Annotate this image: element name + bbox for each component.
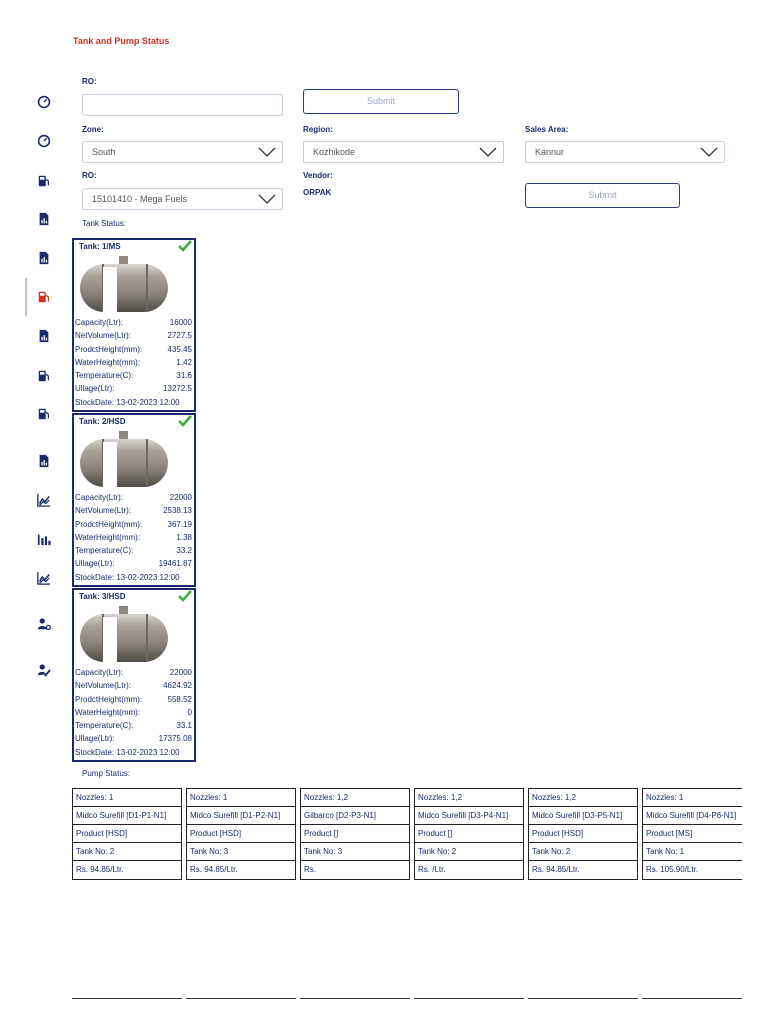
pump-field: Product [HSD] xyxy=(529,825,637,843)
pump-field: Tank No: 2 xyxy=(73,843,181,861)
pump-field: Nozzles: 1,2 xyxy=(415,789,523,807)
sidebar-active-indicator xyxy=(25,278,27,316)
tank-row xyxy=(75,719,192,732)
pump-card[interactable] xyxy=(300,788,410,880)
sales-area-label: Sales Area: xyxy=(525,125,569,134)
pump-field: Nozzles: 1 xyxy=(187,789,295,807)
tank-card[interactable] xyxy=(72,413,196,587)
tank-card[interactable] xyxy=(72,238,196,412)
tank-row-value: 435.45 xyxy=(167,344,192,354)
tank-row-label: Temperature(C): xyxy=(75,371,134,381)
line-chart-icon[interactable] xyxy=(36,570,52,586)
region-select-value: Kozhikode xyxy=(313,147,356,157)
line-chart-icon[interactable] xyxy=(36,492,52,508)
tank-row xyxy=(75,666,192,679)
tank-title: Tank: 3/HSD xyxy=(79,592,126,601)
tank-row-value: 4624.92 xyxy=(163,681,192,691)
pump-field: Rs. 94.85/Ltr. xyxy=(532,865,580,874)
tank-row-value: 22000 xyxy=(169,493,192,502)
user-settings-icon[interactable] xyxy=(36,616,52,632)
zone-select-value: South xyxy=(92,147,116,157)
tank-row-label: WaterHeight(mm): xyxy=(75,357,141,367)
pump-field: Gilbarco [D2-P3-N1] xyxy=(301,807,409,825)
zone-label: Zone: xyxy=(82,125,104,134)
tank-row-label: Temperature(C): xyxy=(75,721,134,731)
pump-field: Midco Surefill [D3-P5-N1] xyxy=(529,807,637,825)
tank-row xyxy=(75,706,192,719)
tank-row-value: 558.52 xyxy=(167,694,192,704)
pump-field: Nozzles: 1 xyxy=(643,789,742,807)
tank-row xyxy=(75,531,192,544)
tank-row-label: Temperature(C): xyxy=(75,546,134,556)
region-label: Region: xyxy=(303,125,333,134)
tank-card[interactable] xyxy=(72,588,196,762)
pump-field: Rs. xyxy=(304,865,316,874)
zone-select[interactable] xyxy=(82,141,283,163)
pump-field: Rs. 94.85/Ltr. xyxy=(190,865,238,874)
tank-row-value: 2538.13 xyxy=(163,506,192,516)
speedometer-icon[interactable] xyxy=(36,94,52,110)
tank-title: Tank: 2/HSD xyxy=(79,417,126,426)
chevron-down-icon xyxy=(258,146,276,158)
tank-row xyxy=(75,382,192,395)
sidebar xyxy=(0,0,60,1024)
tank-row-value: 19461.87 xyxy=(158,559,192,569)
tank-row-value: 33.2 xyxy=(176,546,192,556)
tank-row-value: 1.38 xyxy=(176,532,192,542)
pump-field: Product [MS] xyxy=(643,825,742,843)
tank-row xyxy=(75,356,192,369)
tank-row-label: Ullage(Ltr): xyxy=(75,734,115,744)
tank-row-value: 1.42 xyxy=(176,357,192,367)
ro-label: RO: xyxy=(82,171,97,180)
pump-card[interactable] xyxy=(642,788,742,880)
tank-row xyxy=(75,544,192,557)
tank-row-label: ProdctHeight(mm): xyxy=(75,694,143,704)
tank-row-value: 367.19 xyxy=(167,519,192,529)
fuel-pump-icon[interactable] xyxy=(36,289,52,305)
tank-row xyxy=(75,396,192,409)
ro-select-value: 15101410 - Mega Fuels xyxy=(92,194,188,204)
tank-row xyxy=(75,343,192,356)
user-edit-icon[interactable] xyxy=(36,662,52,678)
pump-field: Rs. 94.85/Ltr. xyxy=(76,865,124,874)
pump-field: Product [] xyxy=(415,825,523,843)
vendor-value: ORPAK xyxy=(303,188,332,197)
pump-field: Nozzles: 1,2 xyxy=(301,789,409,807)
chevron-down-icon xyxy=(700,146,718,158)
check-icon xyxy=(178,415,192,427)
bar-chart-icon[interactable] xyxy=(36,531,52,547)
speedometer-icon[interactable] xyxy=(36,133,52,149)
tank-row xyxy=(75,746,192,759)
ro-select[interactable] xyxy=(82,188,283,210)
tank-row-label: WaterHeight(mm): xyxy=(75,532,141,542)
tank-row xyxy=(75,491,192,504)
ro-search-input[interactable] xyxy=(82,94,283,116)
vendor-label: Vendor: xyxy=(303,171,333,180)
sales-area-select[interactable] xyxy=(525,141,725,163)
divider xyxy=(528,998,638,999)
check-icon xyxy=(178,240,192,252)
filter-submit-button[interactable]: Submit xyxy=(525,183,680,208)
pump-field: Tank No: 1 xyxy=(643,843,742,861)
tank-status-label: Tank Status: xyxy=(82,219,127,228)
tank-row-value: 31.6 xyxy=(176,371,192,381)
tank-row-value: 16000 xyxy=(169,318,192,327)
chevron-down-icon xyxy=(258,193,276,205)
tank-row xyxy=(75,679,192,692)
pump-field: Tank No: 2 xyxy=(415,843,523,861)
pump-field: Product [HSD] xyxy=(187,825,295,843)
tank-row xyxy=(75,518,192,531)
tank-row xyxy=(75,329,192,342)
report-icon[interactable] xyxy=(36,328,52,344)
divider xyxy=(414,998,524,999)
region-select[interactable] xyxy=(303,141,504,163)
tank-image xyxy=(76,254,172,314)
divider xyxy=(642,998,742,999)
tank-row-label: Capacity(Ltr): xyxy=(75,318,124,327)
tank-row xyxy=(75,693,192,706)
tank-row-label: NetVolume(Ltr): xyxy=(75,506,132,516)
tank-row-label: Capacity(Ltr): xyxy=(75,668,124,677)
pump-field: Rs. /Ltr. xyxy=(418,865,446,874)
pump-field: Midco Surefill [D1-P2-N1] xyxy=(187,807,295,825)
tank-row-label: StockDate: 13-02-2023 12:00 xyxy=(75,747,180,757)
ro-search-label: RO: xyxy=(82,77,97,86)
tank-image xyxy=(76,429,172,489)
report-icon[interactable] xyxy=(36,453,52,469)
tank-row-value: 22000 xyxy=(169,668,192,677)
pump-field: Product [] xyxy=(301,825,409,843)
tank-row-value: 0 xyxy=(187,707,192,717)
divider xyxy=(186,998,296,999)
tank-row-label: Capacity(Ltr): xyxy=(75,493,124,502)
tank-row-label: NetVolume(Ltr): xyxy=(75,331,132,341)
divider xyxy=(72,998,182,999)
pump-field: Product [HSD] xyxy=(73,825,181,843)
tank-row-value: 17375.08 xyxy=(158,734,192,744)
tank-row xyxy=(75,571,192,584)
pump-status-label: Pump Status: xyxy=(82,769,131,778)
tank-row-label: NetVolume(Ltr): xyxy=(75,681,132,691)
pump-field: Nozzles: 1 xyxy=(73,789,181,807)
pump-card[interactable] xyxy=(528,788,638,880)
page-title: Tank and Pump Status xyxy=(73,36,170,46)
pump-field: Tank No: 2 xyxy=(529,843,637,861)
tank-row-value: 13272.5 xyxy=(163,384,192,394)
tank-title: Tank: 1/MS xyxy=(79,242,121,251)
pump-card[interactable] xyxy=(186,788,296,880)
pump-field: Rs. 105.90/Ltr. xyxy=(646,865,699,874)
tank-row-label: StockDate: 13-02-2023 12:00 xyxy=(75,397,180,407)
tank-row-label: StockDate: 13-02-2023 12:00 xyxy=(75,572,180,582)
tank-row-label: Ullage(Ltr): xyxy=(75,559,115,569)
tank-row-value: 33.1 xyxy=(176,721,192,731)
pump-field: Tank No: 3 xyxy=(187,843,295,861)
sales-area-select-value: Kannur xyxy=(535,147,565,157)
tank-row xyxy=(75,316,192,329)
pump-card[interactable] xyxy=(72,788,182,880)
pump-status-list xyxy=(72,788,742,883)
chevron-down-icon xyxy=(479,146,497,158)
tank-row-label: ProdctHeight(mm): xyxy=(75,519,143,529)
tank-row-label: ProdctHeight(mm): xyxy=(75,344,143,354)
pump-footer-lines xyxy=(72,998,742,1000)
tank-row xyxy=(75,557,192,570)
pump-field: Nozzles: 1,2 xyxy=(529,789,637,807)
fuel-pump-icon[interactable] xyxy=(36,173,52,189)
check-icon xyxy=(178,590,192,602)
pump-field: Midco Surefill [D4-P6-N1] xyxy=(643,807,742,825)
pump-field: Midco Surefill [D3-P4-N1] xyxy=(415,807,523,825)
tank-image xyxy=(76,604,172,664)
tank-row xyxy=(75,369,192,382)
tank-row xyxy=(75,504,192,517)
tank-row xyxy=(75,732,192,745)
fuel-pump-icon[interactable] xyxy=(36,406,52,422)
tank-row-label: WaterHeight(mm): xyxy=(75,707,141,717)
pump-card[interactable] xyxy=(414,788,524,880)
report-icon[interactable] xyxy=(36,211,52,227)
pump-field: Midco Surefill [D1-P1-N1] xyxy=(73,807,181,825)
divider xyxy=(300,998,410,999)
report-icon[interactable] xyxy=(36,250,52,266)
fuel-pump-icon[interactable] xyxy=(36,368,52,384)
ro-search-submit-button[interactable]: Submit xyxy=(303,89,459,114)
pump-field: Tank No: 3 xyxy=(301,843,409,861)
tank-row-value: 2727.5 xyxy=(167,331,192,341)
tank-row-label: Ullage(Ltr): xyxy=(75,384,115,394)
